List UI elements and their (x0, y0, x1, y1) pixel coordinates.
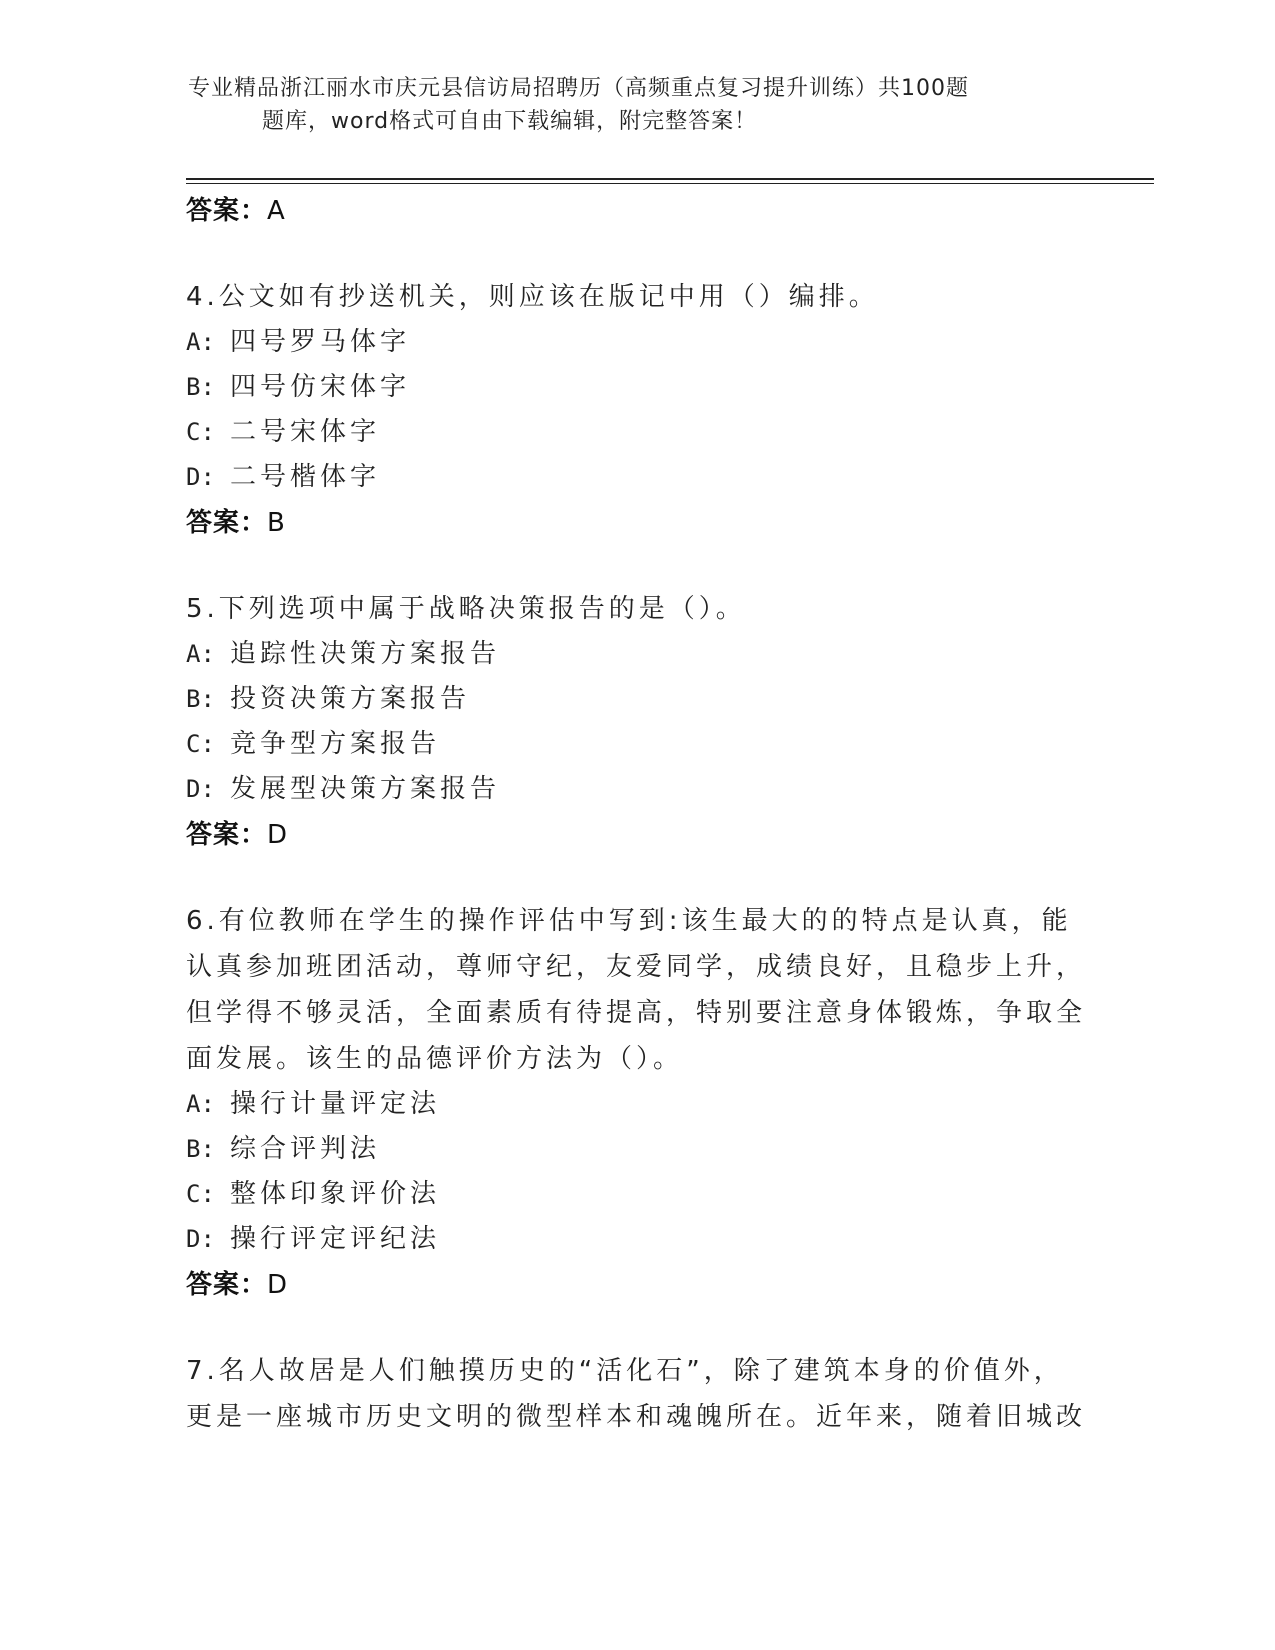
answer-line (186, 500, 1086, 546)
option-text: 操行计量评定法 (230, 1089, 441, 1119)
question-block (186, 898, 1086, 1308)
question-block (186, 586, 1086, 858)
answer-label: 答案： (186, 1270, 268, 1300)
answer-label: 答案： (186, 196, 268, 226)
option-letter: D: (186, 1225, 215, 1253)
document-header (188, 72, 1038, 138)
option-b (186, 677, 1086, 722)
question-text: 6.有位教师在学生的操作评估中写到:该生最大的的特点是认真，能认真参加班团活动，尊师守纪，友爱同学，成绩良好，且稳步上升，但学得不够灵活，全面素质有待提高，特别要注意身体锻炼，争取全面发展。该生的品德评价方法为（）。 (186, 906, 1087, 1074)
option-letter: D: (186, 463, 215, 491)
question-text: 7.名人故居是人们触摸历史的“活化石”，除了建筑本身的价值外，更是一座城市历史文明的微型样本和魂魄所在。近年来，随着旧城改 (186, 1356, 1087, 1432)
header-title-line-1: 专业精品浙江丽水市庆元县信访局招聘历（高频重点复习提升训练）共100题 (188, 76, 969, 101)
option-c (186, 722, 1086, 767)
option-b (186, 365, 1086, 410)
answer-label: 答案： (186, 508, 268, 538)
option-text: 二号宋体字 (230, 417, 381, 447)
spacer (186, 234, 1086, 274)
answer-value: D (267, 1270, 289, 1300)
option-letter: A: (186, 1090, 215, 1118)
question-text: 5.下列选项中属于战略决策报告的是（）。 (186, 594, 746, 624)
option-letter: C: (186, 418, 215, 446)
option-d (186, 767, 1086, 812)
option-text: 四号罗马体字 (230, 327, 411, 357)
option-d (186, 1217, 1086, 1262)
answer-value: A (267, 196, 286, 226)
document-body (186, 188, 1086, 1440)
option-c (186, 410, 1086, 455)
option-text: 竞争型方案报告 (230, 729, 441, 759)
answer-label: 答案： (186, 820, 268, 850)
option-b (186, 1127, 1086, 1172)
option-text: 投资决策方案报告 (230, 684, 471, 714)
answer-line (186, 188, 1086, 234)
header-divider-thin (186, 183, 1154, 184)
question-block (186, 1348, 1086, 1440)
option-letter: A: (186, 640, 215, 668)
option-text: 整体印象评价法 (230, 1179, 441, 1209)
answer-line (186, 1262, 1086, 1308)
header-title-line-2: 题库，word格式可自由下载编辑，附完整答案！ (262, 109, 758, 134)
answer-line (186, 812, 1086, 858)
option-d (186, 455, 1086, 500)
option-letter: C: (186, 730, 215, 758)
option-text: 四号仿宋体字 (230, 372, 411, 402)
question-text: 4.公文如有抄送机关，则应该在版记中用（）编排。 (186, 282, 879, 312)
option-letter: C: (186, 1180, 215, 1208)
option-letter: B: (186, 685, 215, 713)
spacer (186, 1308, 1086, 1348)
option-c (186, 1172, 1086, 1217)
spacer (186, 858, 1086, 898)
option-text: 操行评定评纪法 (230, 1224, 441, 1254)
option-a (186, 1082, 1086, 1127)
option-text: 发展型决策方案报告 (230, 774, 501, 804)
option-a (186, 320, 1086, 365)
option-text: 追踪性决策方案报告 (230, 639, 501, 669)
option-text: 二号楷体字 (230, 462, 381, 492)
answer-value: D (267, 820, 289, 850)
option-letter: A: (186, 328, 215, 356)
option-text: 综合评判法 (230, 1134, 381, 1164)
option-letter: B: (186, 1135, 215, 1163)
header-divider-thick (186, 178, 1154, 180)
option-letter: D: (186, 775, 215, 803)
question-block (186, 274, 1086, 546)
option-a (186, 632, 1086, 677)
spacer (186, 546, 1086, 586)
answer-value: B (267, 508, 286, 538)
option-letter: B: (186, 373, 215, 401)
